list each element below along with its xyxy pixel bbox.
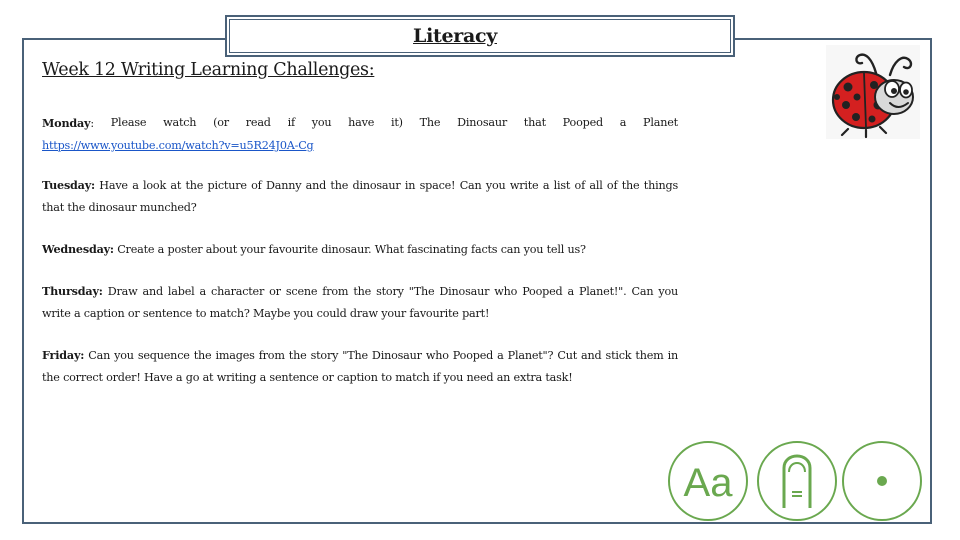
thursday-label: Thursday: [42, 284, 103, 298]
literacy-icons-svg [668, 436, 922, 526]
monday-word: The [419, 116, 441, 129]
friday-paragraph [42, 344, 678, 389]
monday-word: Dinosaur [457, 116, 507, 129]
monday-paragraph [42, 112, 678, 157]
page-title: Literacy [413, 25, 497, 47]
friday-text: Can you sequence the images from the story "The Dinosaur who Pooped a Planet"? Cut and stick them in the correct order! Have a go at writing a sentence or caption to match if you need an extra task! [42, 349, 678, 384]
monday-label: Monday [42, 116, 91, 130]
monday-word: have [348, 116, 375, 129]
tuesday-text: Have a look at the picture of Danny and the dinosaur in space! Can you write a list of all of the things that the dinosaur munched? [42, 179, 678, 214]
monday-word: (or [213, 116, 229, 129]
ladybird-icon [826, 45, 920, 139]
tuesday-label: Tuesday: [42, 178, 95, 192]
monday-word: watch [163, 116, 197, 129]
finger-space-icon [758, 442, 836, 520]
monday-word: a [619, 116, 627, 129]
monday-word: Pooped [562, 116, 603, 129]
friday-label: Friday: [42, 348, 85, 362]
monday-word: read [245, 116, 271, 129]
youtube-link[interactable]: https://www.youtube.com/watch?v=u5R24J0A-Cg [42, 139, 314, 152]
letters-icon-label: Aa [683, 461, 733, 505]
monday-line: Monday: Please watch (or read if you have it) The Dinosaur that Pooped a Planet [42, 112, 678, 135]
monday-word: it) [391, 116, 403, 129]
monday-word: that [523, 116, 546, 129]
literacy-icons [668, 436, 922, 530]
thursday-text: Draw and label a character or scene from the story "The Dinosaur who Pooped a Planet!". Can you write a caption or sentence to match? Maybe you could draw your favourite part! [42, 285, 678, 320]
wednesday-paragraph [42, 238, 678, 261]
monday-word: Planet [643, 116, 678, 129]
tuesday-paragraph [42, 174, 678, 219]
wednesday-label: Wednesday: [42, 242, 114, 256]
wednesday-text: Create a poster about your favourite dinosaur. What fascinating facts can you tell us? [113, 243, 586, 256]
letters-icon [669, 442, 747, 520]
thursday-paragraph [42, 280, 678, 325]
monday-word: Please [110, 116, 147, 129]
title-box [225, 15, 735, 57]
monday-word: you [311, 116, 332, 129]
full-stop-icon [843, 442, 921, 520]
section-heading: Week 12 Writing Learning Challenges: [42, 60, 375, 80]
monday-word: if [287, 116, 295, 129]
